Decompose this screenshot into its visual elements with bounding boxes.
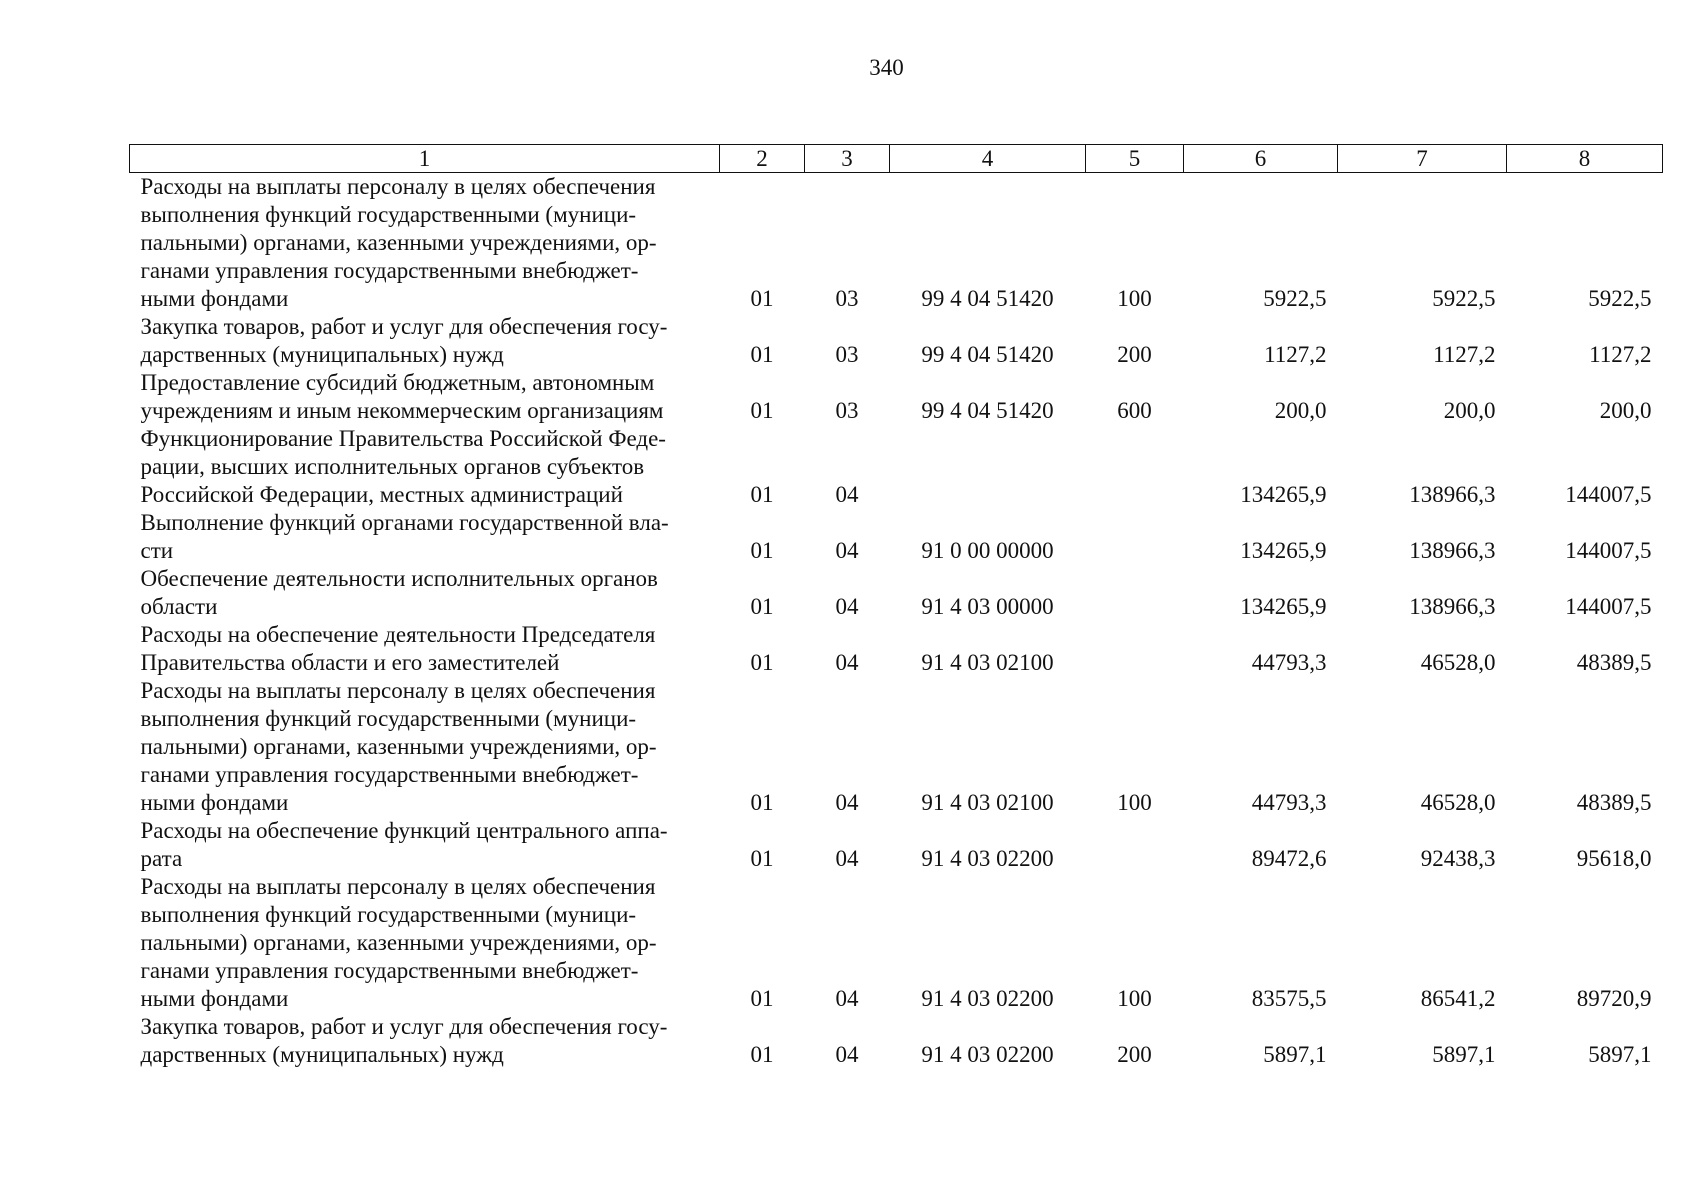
description-line: области [140, 594, 218, 619]
cell-amount-year-3: 5922,5 [1588, 286, 1652, 311]
cell-expense-type [1086, 509, 1184, 565]
cell-target-article: 91 0 00 00000 [921, 538, 1054, 563]
cell-amount-year-3: 144007,5 [1565, 482, 1652, 507]
cell-amount-year-1: 5897,1 [1263, 1042, 1327, 1067]
cell-subsection: 04 [835, 650, 859, 675]
header-col-7: 7 [1338, 145, 1507, 173]
cell-amount-year-3: 48389,5 [1576, 790, 1652, 815]
cell-description [130, 173, 720, 314]
cell-section: 01 [750, 482, 774, 507]
cell-amount-year-2: 5922,5 [1432, 286, 1496, 311]
cell-amount-year-3: 1127,2 [1589, 342, 1652, 367]
cell-target-article: 91 4 03 02100 [921, 650, 1054, 675]
cell-description [130, 565, 720, 621]
description-line: дарственных (муниципальных) нужд [140, 1042, 504, 1067]
cell-subsection: 04 [835, 790, 859, 815]
description-line: пальными) органами, казенными учреждениями, ор- [140, 734, 657, 759]
cell-amount-year-1: 1127,2 [1264, 342, 1327, 367]
cell-subsection: 03 [835, 398, 859, 423]
cell-subsection: 04 [835, 538, 859, 563]
header-col-8: 8 [1507, 145, 1663, 173]
description-line: Выполнение функций органами государственной вла- [140, 510, 669, 535]
cell-target-article: 91 4 03 02100 [921, 790, 1054, 815]
cell-amount-year-1: 134265,9 [1240, 482, 1327, 507]
description-line: Функционирование Правительства Российской Феде- [140, 426, 666, 451]
cell-subsection: 04 [835, 986, 859, 1011]
cell-target-article: 99 4 04 51420 [921, 342, 1054, 367]
cell-expense-type: 200 [1117, 342, 1152, 367]
description-line: сти [140, 538, 174, 563]
header-col-2: 2 [720, 145, 805, 173]
description-line: рации, высших исполнительных органов субъектов [140, 454, 645, 479]
cell-subsection: 04 [835, 1042, 859, 1067]
description-line: Закупка товаров, работ и услуг для обеспечения госу- [140, 1014, 668, 1039]
description-line: Расходы на выплаты персоналу в целях обеспечения [140, 678, 656, 703]
cell-amount-year-2: 138966,3 [1409, 594, 1496, 619]
description-line: Обеспечение деятельности исполнительных органов [140, 566, 658, 591]
header-col-5: 5 [1086, 145, 1184, 173]
cell-amount-year-2: 86541,2 [1420, 986, 1496, 1011]
table-row [130, 677, 1663, 817]
cell-expense-type [1086, 565, 1184, 621]
cell-amount-year-3: 200,0 [1599, 398, 1652, 423]
description-line: пальными) органами, казенными учреждениями, ор- [140, 930, 657, 955]
header-row [130, 145, 1663, 173]
cell-amount-year-2: 200,0 [1443, 398, 1496, 423]
cell-section: 01 [750, 398, 774, 423]
cell-target-article: 99 4 04 51420 [921, 398, 1054, 423]
cell-amount-year-2: 138966,3 [1409, 538, 1496, 563]
description-line: пальными) органами, казенными учреждениями, ор- [140, 230, 657, 255]
table-row [130, 565, 1663, 621]
cell-expense-type: 600 [1117, 398, 1152, 423]
cell-expense-type: 100 [1117, 986, 1152, 1011]
cell-amount-year-2: 46528,0 [1420, 790, 1496, 815]
description-line: учреждениям и иным некоммерческим организациям [140, 398, 664, 423]
cell-description [130, 817, 720, 873]
cell-description [130, 369, 720, 425]
cell-expense-type: 200 [1117, 1042, 1152, 1067]
cell-description [130, 509, 720, 565]
description-line: Расходы на обеспечение функций центрального аппа- [140, 818, 668, 843]
cell-description [130, 621, 720, 677]
description-line: ганами управления государственными внебюджет- [140, 958, 639, 983]
cell-amount-year-1: 83575,5 [1251, 986, 1327, 1011]
description-line: Российской Федерации, местных администраций [140, 482, 623, 507]
cell-amount-year-3: 144007,5 [1565, 594, 1652, 619]
cell-section: 01 [750, 594, 774, 619]
cell-description [130, 425, 720, 509]
cell-section: 01 [750, 286, 774, 311]
cell-amount-year-3: 95618,0 [1576, 846, 1652, 871]
description-line: выполнения функций государственными (муници- [140, 902, 637, 927]
cell-amount-year-1: 200,0 [1274, 398, 1327, 423]
cell-amount-year-3: 89720,9 [1576, 986, 1652, 1011]
table-row [130, 313, 1663, 369]
cell-amount-year-1: 134265,9 [1240, 594, 1327, 619]
cell-description [130, 873, 720, 1013]
cell-expense-type [1086, 621, 1184, 677]
cell-expense-type: 100 [1117, 286, 1152, 311]
cell-amount-year-1: 5922,5 [1263, 286, 1327, 311]
cell-description [130, 313, 720, 369]
cell-target-article [890, 425, 1086, 509]
table-body [130, 173, 1663, 1070]
header-col-4: 4 [890, 145, 1086, 173]
description-line: выполнения функций государственными (муници- [140, 706, 637, 731]
cell-section: 01 [750, 790, 774, 815]
description-line: ганами управления государственными внебюджет- [140, 762, 639, 787]
table-row [130, 425, 1663, 509]
description-line: Расходы на выплаты персоналу в целях обеспечения [140, 874, 656, 899]
description-line: Расходы на обеспечение деятельности Председателя [140, 622, 656, 647]
cell-amount-year-2: 1127,2 [1433, 342, 1496, 367]
description-line: Предоставление субсидий бюджетным, автономным [140, 370, 655, 395]
description-line: дарственных (муниципальных) нужд [140, 342, 504, 367]
cell-amount-year-3: 5897,1 [1588, 1042, 1652, 1067]
cell-amount-year-2: 138966,3 [1409, 482, 1496, 507]
table-row [130, 1013, 1663, 1069]
header-col-1: 1 [130, 145, 720, 173]
table-row [130, 509, 1663, 565]
cell-subsection: 04 [835, 846, 859, 871]
cell-target-article: 99 4 04 51420 [921, 286, 1054, 311]
cell-amount-year-2: 46528,0 [1420, 650, 1496, 675]
cell-amount-year-1: 44793,3 [1251, 790, 1327, 815]
cell-target-article: 91 4 03 02200 [921, 986, 1054, 1011]
description-line: ными фондами [140, 286, 289, 311]
cell-amount-year-1: 44793,3 [1251, 650, 1327, 675]
cell-target-article: 91 4 03 00000 [921, 594, 1054, 619]
cell-section: 01 [750, 986, 774, 1011]
cell-subsection: 04 [835, 482, 859, 507]
cell-target-article: 91 4 03 02200 [921, 1042, 1054, 1067]
description-line: Расходы на выплаты персоналу в целях обеспечения [140, 174, 656, 199]
cell-amount-year-3: 144007,5 [1565, 538, 1652, 563]
cell-target-article: 91 4 03 02200 [921, 846, 1054, 871]
table-row [130, 621, 1663, 677]
cell-description [130, 677, 720, 817]
description-line: рата [140, 846, 183, 871]
table-row [130, 173, 1663, 314]
description-line: Закупка товаров, работ и услуг для обеспечения госу- [140, 314, 668, 339]
header-col-6: 6 [1184, 145, 1338, 173]
table-row [130, 873, 1663, 1013]
cell-section: 01 [750, 1042, 774, 1067]
cell-subsection: 04 [835, 594, 859, 619]
description-line: ными фондами [140, 986, 289, 1011]
cell-section: 01 [750, 846, 774, 871]
header-col-3: 3 [805, 145, 890, 173]
cell-amount-year-1: 134265,9 [1240, 538, 1327, 563]
budget-table [129, 144, 1663, 1069]
description-line: выполнения функций государственными (муници- [140, 202, 637, 227]
cell-subsection: 03 [835, 342, 859, 367]
description-line: ными фондами [140, 790, 289, 815]
cell-description [130, 1013, 720, 1069]
cell-amount-year-1: 89472,6 [1251, 846, 1327, 871]
page-number: 340 [869, 55, 904, 80]
cell-expense-type: 100 [1117, 790, 1152, 815]
cell-subsection: 03 [835, 286, 859, 311]
description-line: Правительства области и его заместителей [140, 650, 560, 675]
cell-amount-year-2: 92438,3 [1420, 846, 1496, 871]
table-header [130, 145, 1663, 173]
table-row [130, 817, 1663, 873]
cell-section: 01 [750, 538, 774, 563]
cell-section: 01 [750, 650, 774, 675]
cell-expense-type [1086, 425, 1184, 509]
table-row [130, 369, 1663, 425]
cell-amount-year-3: 48389,5 [1576, 650, 1652, 675]
description-line: ганами управления государственными внебюджет- [140, 258, 639, 283]
cell-expense-type [1086, 817, 1184, 873]
cell-section: 01 [750, 342, 774, 367]
cell-amount-year-2: 5897,1 [1432, 1042, 1496, 1067]
